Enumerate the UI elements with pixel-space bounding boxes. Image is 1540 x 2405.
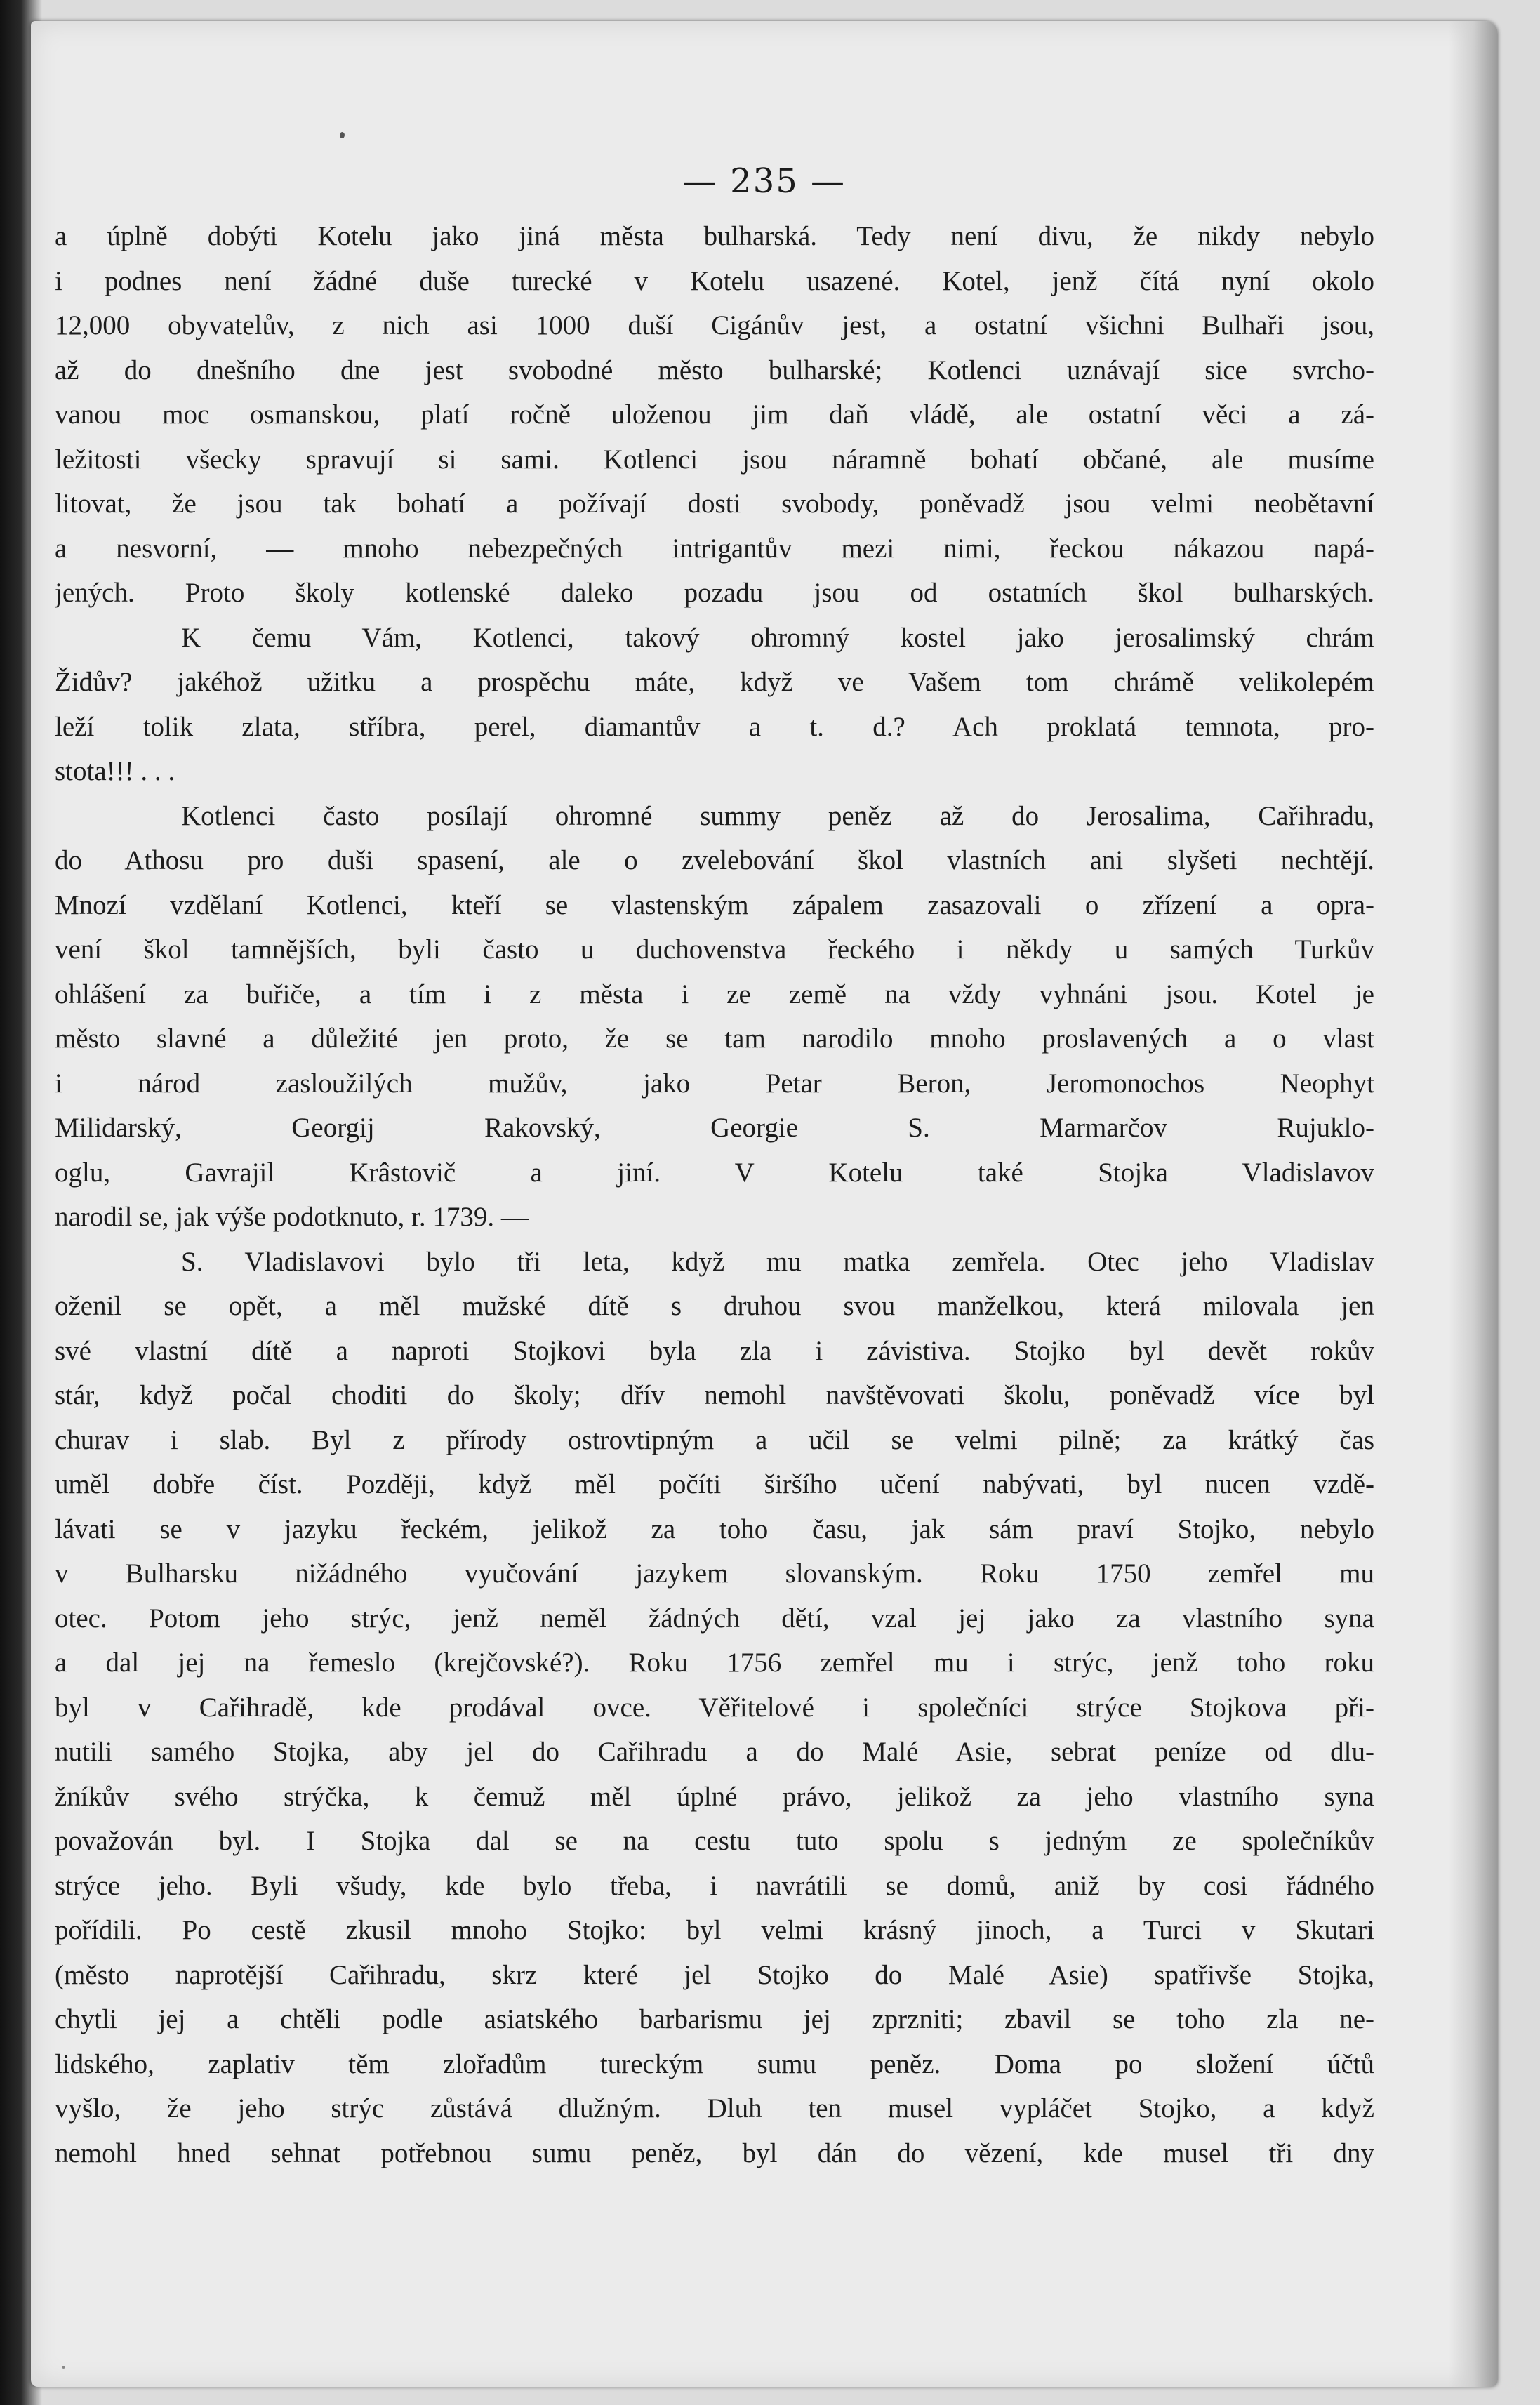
text-line-32: otec. Potom jeho strýc, jenž neměl žádných dětí, vzal jej jako za vlastního syna (55, 1603, 1374, 1634)
text-line-15: do Athosu pro duši spasení, ale o zvelebování škol vlastních ani slyšeti nechtějí. (55, 845, 1374, 875)
ink-speck (340, 132, 345, 138)
text-line-14: Kotlenci často posílají ohromné summy peněz až do Jerosalima, Cařihradu, (181, 800, 1374, 831)
text-line-30: lávati se v jazyku řeckém, jelikož za toho času, jak sám praví Stojko, nebylo (55, 1513, 1374, 1544)
page-number: — 235 — (682, 161, 847, 201)
text-line-23: narodil se, jak výše podotknuto, r. 1739. — (55, 1202, 529, 1232)
text-line-34: byl v Cařihradě, kde prodával ovce. Věřitelové i společníci strýce Stojkova při- (55, 1692, 1374, 1723)
text-line-38: strýce jeho. Byli všudy, kde bylo třeba, i navrátili se domů, aniž by cosi řádného (55, 1870, 1374, 1901)
text-line-10: K čemu Vám, Kotlenci, takový ohromný kostel jako jerosalimský chrám (181, 622, 1374, 653)
text-line-39: pořídili. Po cestě zkusil mnoho Stojko: byl velmi krásný jinoch, a Turci v Skutari (55, 1915, 1374, 1945)
text-line-43: vyšlo, že jeho strýc zůstává dlužným. Dluh ten musel vypláčet Stojko, a když (55, 2093, 1374, 2124)
text-line-44: nemohl hned sehnat potřebnou sumu peněz, byl dán do vězení, kde musel tři dny (55, 2138, 1374, 2168)
text-line-3: 12,000 obyvatelův, z nich asi 1000 duší Cigánův jest, a ostatní všichni Bulhaři jsou, (55, 310, 1374, 340)
ink-speck (62, 2366, 65, 2369)
text-line-41: chytli jej a chtěli podle asiatského barbarismu jej zprzniti; zbavil se toho zla ne- (55, 2004, 1374, 2034)
text-line-25: oženil se opět, a měl mužské dítě s druhou svou manželkou, která milovala jen (55, 1291, 1374, 1321)
page-edge-shadow (1449, 21, 1498, 2387)
text-line-26: své vlastní dítě a naproti Stojkovi byla zla i závistiva. Stojko byl devět rokův (55, 1335, 1374, 1366)
text-line-9: jených. Proto školy kotlenské daleko pozadu jsou od ostatních škol bulharských. (55, 578, 1374, 608)
text-line-21: Milidarský, Georgij Rakovský, Georgie S. Marmarčov Rujuklo- (55, 1113, 1374, 1143)
text-line-19: město slavné a důležité jen proto, že se tam narodilo mnoho proslavených a o vlast (55, 1023, 1374, 1054)
text-line-18: ohlášení za buřiče, a tím i z města i ze země na vždy vyhnáni jsou. Kotel je (55, 979, 1374, 1009)
text-line-12: leží tolik zlata, stříbra, perel, diamantův a t. d.? Ach proklatá temnota, pro- (55, 711, 1374, 742)
text-line-28: churav i slab. Byl z přírody ostrovtipným a učil se velmi pilně; za krátký čas (55, 1424, 1374, 1455)
text-line-11: Židův? jakéhož užitku a prospěchu máte, když ve Vašem tom chrámě velikolepém (55, 667, 1374, 697)
text-line-27: stár, když počal choditi do školy; dřív nemohl navštěvovati školu, poněvadž více byl (55, 1380, 1374, 1410)
text-line-4: až do dnešního dne jest svobodné město bulharské; Kotlenci uznávají sice svrcho- (55, 355, 1374, 385)
text-line-42: lidského, zaplativ těm zlořadům tureckým sumu peněz. Doma po složení účtů (55, 2048, 1374, 2079)
text-line-1: a úplně dobýti Kotelu jako jiná města bulharská. Tedy není divu, že nikdy nebylo (55, 221, 1374, 251)
text-line-37: považován byl. I Stojka dal se na cestu tuto spolu s jedným ze společníkův (55, 1826, 1374, 1856)
text-line-8: a nesvorní, — mnoho nebezpečných intrigantův mezi nimi, řeckou nákazou napá- (55, 533, 1374, 564)
text-line-29: uměl dobře číst. Později, když měl počíti širšího učení nabývati, byl nucen vzdě- (55, 1469, 1374, 1499)
body-text (55, 214, 1374, 2175)
text-line-22: oglu, Gavrajil Krâstovič a jiní. V Kotelu také Stojka Vladislavov (55, 1157, 1374, 1188)
text-line-36: žníkův svého strýčka, k čemuž měl úplné právo, jelikož za jeho vlastního syna (55, 1781, 1374, 1812)
text-line-16: Mnozí vzdělaní Kotlenci, kteří se vlastenským zápalem zasazovali o zřízení a opra- (55, 889, 1374, 920)
text-line-17: vení škol tamnějších, byli často u duchovenstva řeckého i někdy u samých Turkův (55, 934, 1374, 965)
text-line-31: v Bulharsku nižádného vyučování jazykem slovanským. Roku 1750 zemřel mu (55, 1558, 1374, 1589)
text-line-5: vanou moc osmanskou, platí ročně uloženou jim daň vládě, ale ostatní věci a zá- (55, 399, 1374, 430)
text-line-2: i podnes není žádné duše turecké v Kotelu usazené. Kotel, jenž čítá nyní okolo (55, 265, 1374, 296)
text-line-33: a dal jej na řemeslo (krejčovské?). Roku 1756 zemřel mu i strýc, jenž toho roku (55, 1648, 1374, 1678)
text-line-6: ležitosti všecky spravují si sami. Kotlenci jsou náramně bohatí občané, ale musíme (55, 444, 1374, 475)
text-line-7: litovat, že jsou tak bohatí a požívají dosti svobody, poněvadž jsou velmi neobětavní (55, 489, 1374, 519)
text-line-35: nutili samého Stojka, aby jel do Cařihradu a do Malé Asie, sebrat peníze od dlu- (55, 1737, 1374, 1767)
text-line-13: stota!!! . . . (55, 756, 175, 786)
text-line-40: (město naprotější Cařihradu, skrz které jel Stojko do Malé Asie) spatřivše Stojka, (55, 1959, 1374, 1990)
text-line-20: i národ zasloužilých mužův, jako Petar Beron, Jeromonochos Neophyt (55, 1068, 1374, 1099)
text-line-24: S. Vladislavovi bylo tři leta, když mu matka zemřela. Otec jeho Vladislav (181, 1246, 1374, 1277)
